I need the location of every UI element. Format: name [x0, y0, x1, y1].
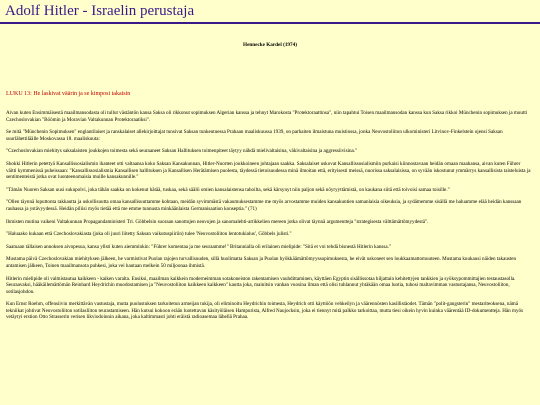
- paragraph: "Ollen täynnä loputtonta rakkautta ja uskollisuutta omaa kansallisuuttamme kohtaan, meidän syvimmästä vakaumuksestamme me myös arvostamme muiden kansakuntien samanlaisia oikeuksia, ja sydämemme sisällä me haluamme elää heidän kanssaan rauhassa ja ystävyydessä. Heidän piliisi myös tietää että me emme tunnusta minkäänlaista Germanisaation konseptia." (71): [6, 199, 522, 212]
- paragraph: Se mitä "Münchenin Sopimuksen" englantilaiset ja ranskalaiset allekirjoittajat tunsivat Saksan tunkeutuessa Prahaan maaliskuussa 1939, on parhaiten ilmaistuna muistiossa, jonka Neuvostoliiton ulkoministeri Litvinov-Finkelstein ojensi Saksan suurlähettiläälle Moskovassa 18. maaliskuuta:: [6, 129, 503, 142]
- author-byline: Hennecke Kardel (1974): [243, 42, 297, 48]
- site-title: Adolf Hitler - Israelin perustaja: [5, 3, 195, 19]
- article-body: [6, 110, 532, 327]
- title-divider: [0, 22, 540, 24]
- paragraph: Aivan kuten Ensimmäisestä maailmansodasta oli tullut västäntön kansa Saksa oli rikkonut sopimuksen Algerian kanssa ja tehnyt Marokosta "Protektoraattinsa", niin tapahtui Toisen maailmansodan kanssa kun Saksa rikkoi Münchenin sopimuksen ja muutti Czechoslovakian "Böömin ja Moravian Valtakunnan Protektoraatiksi".: [6, 110, 528, 123]
- paragraph: Shokki Hitlerin petettyä Kansallissosialismin ihanteet otti valtaansa koko Saksan Kansakunnan, Hitler-Nuorten joukkoineen johtajaan saakka. Saksalaiset uskovat Kansallissosialismiin purkaisi kiinnostavaan heidän omaan maahansa, aivan kuten Führer väitti kymmenissä puheissaan: "Kansallissosialismia Kansallisen hallituksen ja Kansallisen Herätämisen puolesta, täydessä tietoisuudessa minä ilmoitan että, erityisesti meissä, nuorissa saksalaisissa, on syvään iskostunut ymmärrys kansallisista taisteluista ja sentimenteistä jotka ovat luonteenomaisia muille kansakunnille.": [6, 160, 531, 181]
- paragraph: Kun Ernst Roehm, offensiivin merkittävän vastustaja, mutta puolustuksen tarkoitetun armeijan tukija, oli eliminoitu Heydrichin toimesta, Heydrich otti käyttöön vehkeilyn ja väärennösten kasillistäodet. Tämän "polit-gangsterin" mestariteoksena, nämä tekniikat johtivat Neuvostoliiton sotilasliiton teurastamiseen. Hän kutsui kokoon erään luotettavan käsityöläisen Hampurista, Alfred Naujocksin, joka ei tiennyt mitä palkko tarkoittaa, mutta tiesi oikein hyvin kuinka väärentää ID-dokumentteja. Hän myös vetäytyi erstion Otto Strasserin verisen likviodoinnin aikana, joka kaltimmasti johti eräistä radioasemaa lähellä Prahaa.: [6, 301, 524, 321]
- paragraph: Saatuaan tällaisen annoksen aivopesua, kansa yllsti kuten aiemminkin: "Führer komentaa ja me seuraamme!" Britannialla oli erilainen mielipide: "Sitä et voi tehdä bisnestä Hitlerin kanssa.": [6, 243, 392, 250]
- paragraph: "Haluaako kukaan että Czechoslovakiasta (joka oli juuri liitetty Saksan vaikutuspiiriin) tulee 'Neuvostoliiton lentotukialus', Göbbels julisti.": [6, 231, 292, 238]
- paragraph: Ihmisten mutina vaikeni Valtakunnan Propagandaministeri Tri. Göbbelsin suoraan sanottujen neuvojen ja sanomalehti-artikkelien mereen jotka olivat täynnä argumentteja "strategisesta välttämättömyydestä".: [6, 218, 429, 225]
- paragraph: "Czechoslovakian miehitys saksalaisten joukkojen toimesta sekä seuraaneet Saksan Hallituksen toimenpiteet täytyy nähdä mielivaltaisina, väkivaltaisina ja aggressiivisina.": [6, 148, 358, 155]
- chapter-title: LUKU 13: He laskivat väärin ja se kimposi takaisin: [6, 91, 131, 97]
- paragraph: "Tämän Nuoren Saksan uusi sukupolvi, joka tähän saakka on kokenut hätää, tuskaa, sekä säälii omien kansalaistensa tahoilta, sekä kärsynyt niin paljon sekä nöyryyttämistä, on kaukana siitä että toivoisi samaa toisille.": [6, 186, 450, 193]
- paragraph: Hitlerin mielipide oli valmistautua kaikkeen - kaiken varalta. Ensiksi, maailman kaikkein moderneimman sotakoneiston rakentamisen vauhdittaminen, käyttäen Egyptin sisällissotaa hiljattain kehitettyjen tankkien ja syöksypommittajien testaustasolla. Seuraavaksi, hääkäilemättömän Reinhard Heydrichin muodostamisen ja "Neuvostoliiton kaikkeen kaikkeen" kautta joka, mainitsin vanhan vuosina ilman että olisi tuhlannut yhtäkään omaa luotia, tuhosi maltavimman vastustajansa, Neuvostoliiton, sotilasjohdon.: [6, 275, 516, 295]
- paragraph: Mustama päivä Czechoslovakian miehityksen jälkeen, he varmistivat Puolan rajojen turvallisuuden, sillä huolimatta Saksan ja Puolan hyökkäämättömyyssopimuksesta, he eivät uskoneet sen loukkaamattomuuteen. Mustama kuukausi näiden takausten antamisen jälkeen, Toinen maailmansota puhkesi, joka vei hautaan melkein 50 miljoonaa ihmistä.: [6, 256, 517, 269]
